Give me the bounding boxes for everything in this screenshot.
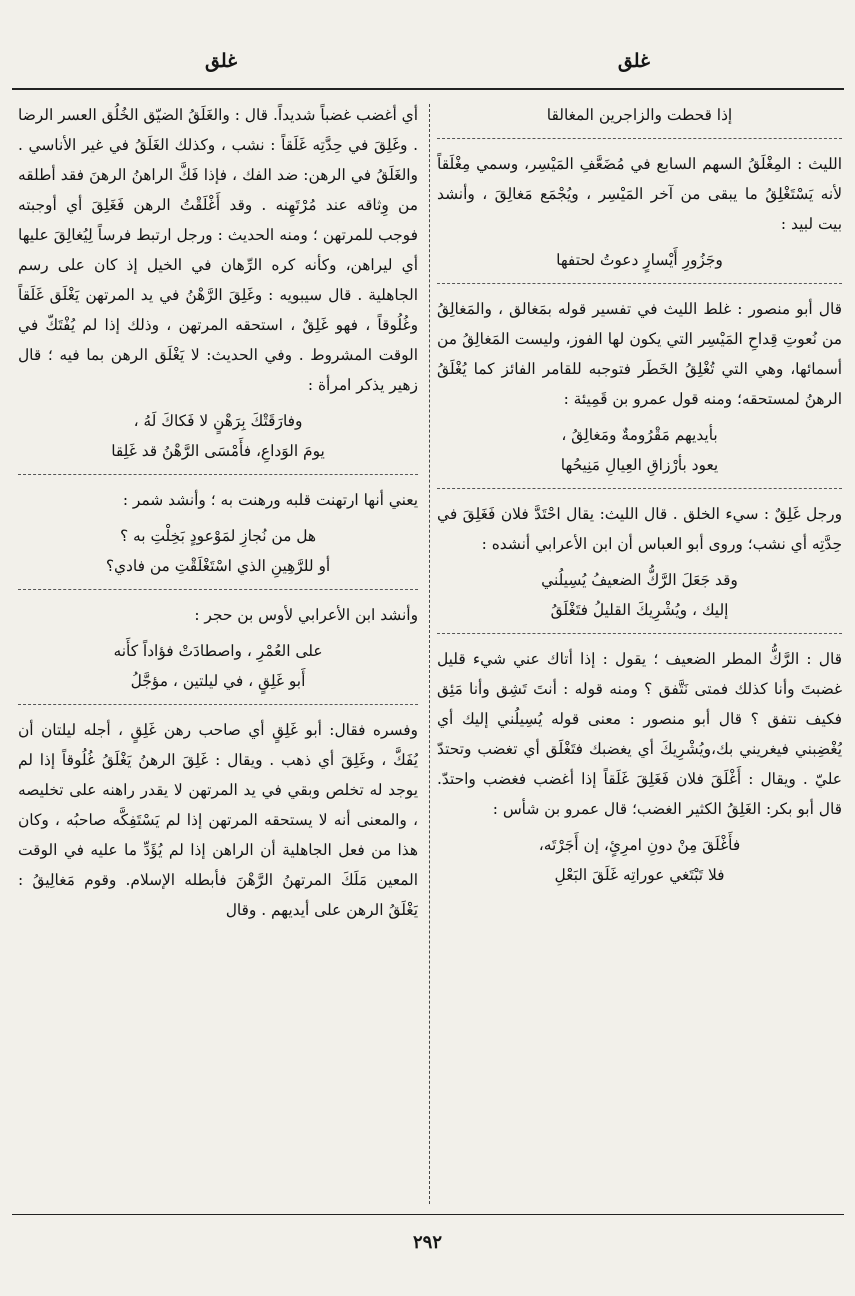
verse-line: إليك ، ويُشْرِيكَ القليلُ فتَغْلَقُ: [550, 601, 729, 619]
verse: [18, 521, 418, 581]
verse-line: فلا تَبْتَغي عوراتِه غَلَقَ البَعْلِ: [554, 866, 725, 884]
paragraph: وفسره فقال: أبو غَلِقٍ أي صاحب رهن غَلِقٍ ، أجله ليلتان أن يُفَكَّ ، وغَلِقَ أي ذهب . ويقال : غَلِقَ الرهنُ يَغْلَقُ غُلُوقاً إذا لم يوجد له تخلص وبقي في يد المرتهن لا يقدر راهنه على تخليصه ، والمعنى أنه لا يستحقه المرتهن إذا لم يَسْتَفِكَّه صاحبُه ، وكان هذا من فعل الجاهلية أن الراهن إذا لم يُؤَدِّ ما عليه في الوقت المعين مَلَكَ المرتهنُ الرَّهْنَ فأبطله الإسلام. وقوم مَغالِيقُ : يَغْلَقُ الرهن على أيديهم . وقال: [18, 721, 418, 919]
verse-line: بأيديهم مَقْرُومةٌ ومَغالِقُ ،: [561, 426, 718, 444]
bottom-rule: [12, 1214, 844, 1215]
column-separator: [429, 104, 430, 1204]
paragraph: الليث : المِغْلَقُ السهم السابع في مُضَعَّفِ المَيْسِر، وسمي مِغْلَقاً لأنه يَسْتَغْلِقُ ما يبقى من آخر المَيْسِر ، ويُجْمَع مَغالِقَ ، وأنشد بيت لبيد :: [437, 155, 842, 233]
verse: [437, 830, 842, 890]
section-divider: [437, 283, 842, 284]
header-right-keyword: غلق: [617, 50, 650, 72]
verse-line: هل من نُجازِ لمَوْعودٍ بَخِلْتِ به ؟: [119, 527, 317, 545]
left-column: [18, 100, 418, 1210]
verse-line: إذا قحطت والزاجرين المغالقا: [546, 106, 733, 124]
verse: [18, 406, 418, 466]
paragraph: قال : الرَّكُّ المطر الضعيف ؛ يقول : إذا أتاك عني شيء قليل غضبتَ وأنا كذلك فمتى نَتَّفق ؟ ومنه قوله : أنتَ تَشِق وأنا مَئِق فكيف نتفق ؟ قال أبو منصور : معنى قوله يُسِيلُني إليك أي يُغْضِبني فيغريني بك،ويُشْرِيكَ أي يغضبك فتَغْلَق أي تغضب وتحتدّ عليّ . ويقال : أَغْلَقَ فلان فَغَلِقَ غَلَقاً إذا أغضب فغضب واحتدّ. قال أبو بكر: الغَلِقُ الكثير الغضب؛ قال عمرو بن شأس :: [437, 650, 842, 818]
verse-line: وفارَقَتْكَ بِرَهْنٍ لا فَكاكَ لَهُ ،: [133, 412, 303, 430]
paragraph: يعني أنها ارتهنت قلبه ورهنت به ؛ وأنشد شمر :: [122, 491, 418, 509]
paragraph: ورجل غَلِقٌ : سيء الخلق . قال الليث: يقال احْتَدَّ فلان فَغَلِقَ في حِدَّتِه أي نشب؛ وروى أبو العباس أن ابن الأعرابي أنشده :: [437, 505, 842, 553]
section-divider: [437, 488, 842, 489]
verse: [437, 245, 842, 275]
header-left-keyword: غلق: [205, 50, 238, 72]
verse: [437, 420, 842, 480]
top-rule: [12, 88, 844, 90]
verse-line: يعود بأرْزاقِ العِيالِ مَنِيحُها: [560, 456, 719, 474]
verse-line: على العُمْرِ ، واصطادَتْ فؤاداً كأَنه: [113, 642, 323, 660]
paragraph: قال أبو منصور : غلط الليث في تفسير قوله بمَغالق ، والمَغالِقُ من نُعوتِ قِداحِ المَيْسِر التي يكون لها الفوز، وليست المَغالِقُ من أسمائها، وهي التي تُغْلِقُ الخَطَر فتوجبه للقامر الفائز كما يُغْلَقُ الرهنُ لمستحقه؛ ومنه قول عمرو بن قَمِيئة :: [437, 300, 842, 408]
paragraph: أي أغضب غضباً شديداً. قال : والغَلَقُ الضيّق الخُلُق العسر الرضا . وغَلِقَ في حِدَّتِه غَلَقاً : نشب ، وكذلك الغَلَقُ في غير الأناسي . والغَلَقُ في الرهن: ضد الفك ، فإذا فَكَّ الراهنُ الرهنَ فقد أطلقه من وِثاقه عند مُرْتَهِنه . وقد أَغْلَقْتُ الرهن فَغَلِقَ أي أوجبته فوجب للمرتهن ؛ ومنه الحديث : ورجل ارتبط فرساً لِيُغالِقَ عليها أي ليراهن، وكأنه كره الرِّهان في الخيل إذ كان على رسم الجاهلية . قال سيبويه : وغَلِقَ الرَّهْنُ في يد المرتهن يَغْلَق غَلَقاً وغُلُوقاً ، فهو غَلِقٌ ، استحقه المرتهن ، وذلك إذا لم يُفْتَكّ في الوقت المشروط . وفي الحديث: لا يَغْلَق الرهن بما فيه ؛ قال زهير يذكر امرأة :: [18, 106, 418, 394]
verse-line: أو للرَّهِينِ الذي اسْتَغْلَقْتِ من فادي؟: [105, 557, 331, 575]
verse-line: وقد جَعَلَ الرَّكُّ الضعيفُ يُسِيلُني: [541, 571, 738, 589]
verse-line: وجَزُورِ أَيْسارٍ دعوتُ لحتفها: [556, 251, 723, 269]
verse: [18, 636, 418, 696]
section-divider: [437, 138, 842, 139]
section-divider: [437, 633, 842, 634]
section-divider: [18, 589, 418, 590]
page-number: ٢٩٢: [412, 1232, 442, 1253]
verse-line: أَبو غَلِقٍ ، في ليلتين ، مؤجَّلُ: [130, 672, 306, 690]
section-divider: [18, 474, 418, 475]
paragraph: وأنشد ابن الأعرابي لأوس بن حجر :: [194, 606, 418, 624]
section-divider: [18, 704, 418, 705]
verse-line: يومَ الوَداعِ، فأَمْسَى الرَّهْنُ قد غَلِقا: [111, 442, 325, 460]
verse-line: فأَغْلَقَ مِنْ دونِ امرِئٍ، إن أَجَرْتَه،: [538, 836, 741, 854]
verse: [437, 565, 842, 625]
right-column: [437, 100, 842, 1210]
